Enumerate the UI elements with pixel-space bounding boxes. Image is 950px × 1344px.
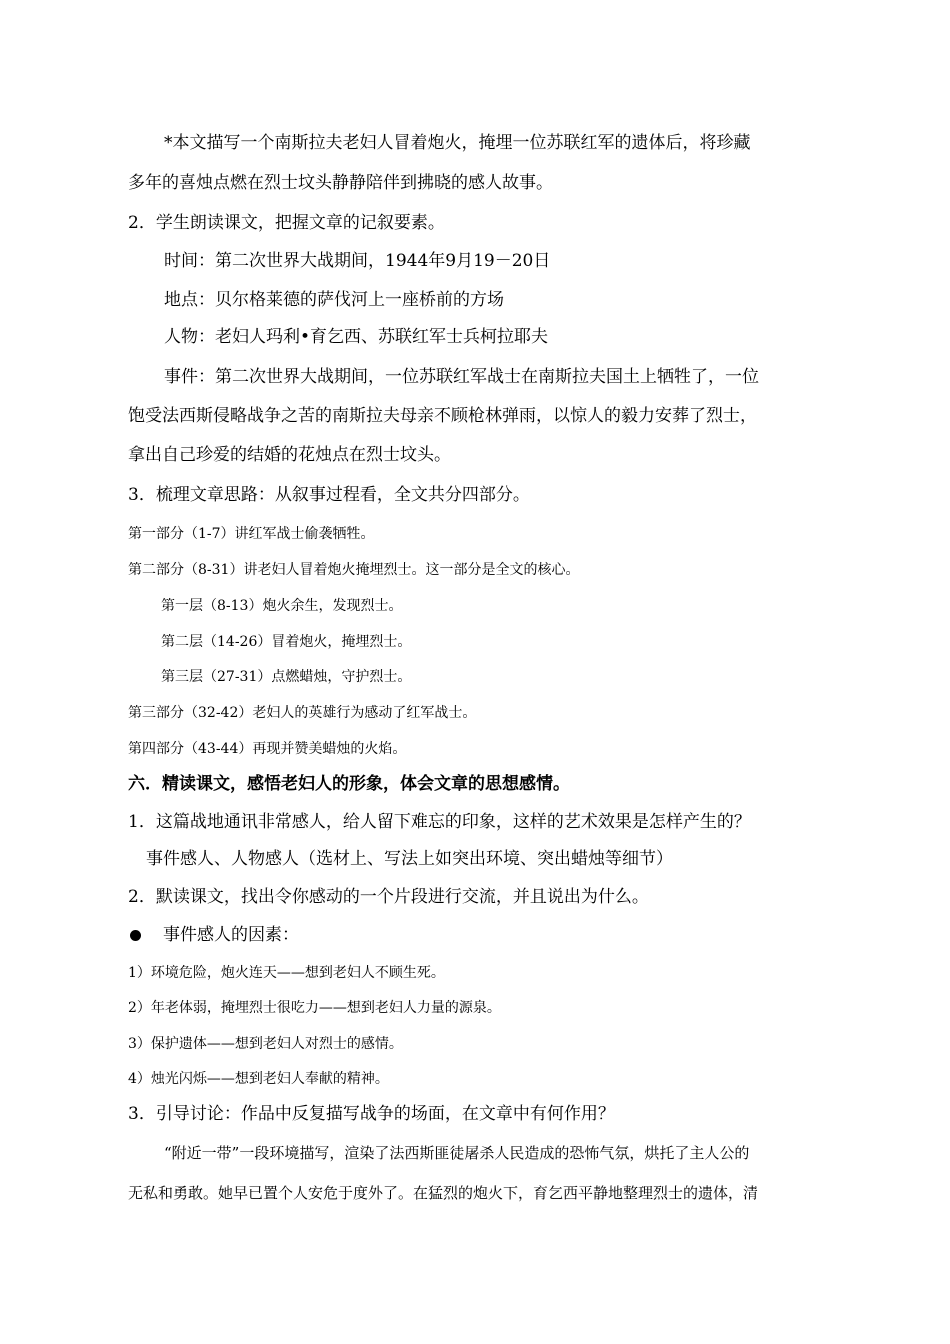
- summary-line-2: 多年的喜烛点燃在烈士坟头静静陪伴到拂晓的感人故事。: [128, 173, 553, 193]
- bullet-item: [128, 924, 840, 946]
- part-3: 第三部分（32-42）老妇人的英雄行为感动了红军战士。: [128, 705, 477, 721]
- part-1: 第一部分（1-7）讲红军战士偷袭牺牲。: [128, 526, 375, 542]
- element-event-line-3: 拿出自己珍爱的结婚的花烛点在烈士坟头。: [128, 445, 451, 465]
- question-1: 1．这篇战地通讯非常感人，给人留下难忘的印象，这样的艺术效果是怎样产生的？: [128, 812, 751, 832]
- summary-line-1: *本文描写一个南斯拉夫老妇人冒着炮火，掩埋一位苏联红军的遗体后，将珍藏: [164, 133, 751, 153]
- factor-4: 4）烛光闪烁——想到老妇人奉献的精神。: [128, 1071, 389, 1087]
- answer-1: 事件感人、人物感人（选材上、写法上如突出环境、突出蜡烛等细节）: [146, 849, 673, 869]
- bullet-label: 事件感人的因素：: [163, 925, 299, 945]
- part-4: 第四部分（43-44）再现并赞美蜡烛的火焰。: [128, 741, 407, 757]
- factor-3: 3）保护遗体——想到老妇人对烈士的感情。: [128, 1036, 403, 1052]
- element-place: 地点：贝尔格莱德的萨伐河上一座桥前的方场: [164, 290, 504, 310]
- element-people: 人物：老妇人玛利•育乞西、苏联红军士兵柯拉耶夫: [164, 327, 549, 347]
- layer-3: 第三层（27-31）点燃蜡烛，守护烈士。: [161, 669, 412, 685]
- question-2: 2．默读课文，找出令你感动的一个片段进行交流，并且说出为什么。: [128, 887, 649, 907]
- layer-2: 第二层（14-26）冒着炮火，掩埋烈士。: [161, 634, 412, 650]
- factor-1: 1）环境危险，炮火连天——想到老妇人不顾生死。: [128, 965, 445, 981]
- layer-1: 第一层（8-13）炮火余生，发现烈士。: [161, 598, 403, 614]
- part-2: 第二部分（8-31）讲老妇人冒着炮火掩埋烈士。这一部分是全文的核心。: [128, 562, 580, 578]
- element-event-line-2: 饱受法西斯侵略战争之苦的南斯拉夫母亲不顾枪林弹雨，以惊人的毅力安葬了烈士，: [128, 406, 757, 426]
- item-3-heading: 3．梳理文章思路：从叙事过程看，全文共分四部分。: [128, 485, 530, 505]
- bullet-dot-icon: [130, 930, 141, 941]
- element-time: 时间：第二次世界大战期间，1944年9月19－20日: [164, 251, 551, 271]
- discussion-line-1: “附近一带”一段环境描写，渲染了法西斯匪徒屠杀人民造成的恐怖气氛，烘托了主人公的: [164, 1144, 750, 1162]
- question-3: 3．引导讨论：作品中反复描写战争的场面，在文章中有何作用？: [128, 1104, 615, 1124]
- factor-2: 2）年老体弱，掩埋烈士很吃力——想到老妇人力量的源泉。: [128, 1000, 501, 1016]
- section-6-heading: 六．精读课文，感悟老妇人的形象，体会文章的思想感情。: [128, 774, 570, 794]
- element-event-line-1: 事件：第二次世界大战期间，一位苏联红军战士在南斯拉夫国土上牺牲了，一位: [164, 367, 759, 387]
- item-2-heading: 2．学生朗读课文，把握文章的记叙要素。: [128, 213, 445, 233]
- discussion-line-2: 无私和勇敢。她早已置个人安危于度外了。在猛烈的炮火下，育乞西平静地整理烈士的遗体，清: [128, 1184, 759, 1202]
